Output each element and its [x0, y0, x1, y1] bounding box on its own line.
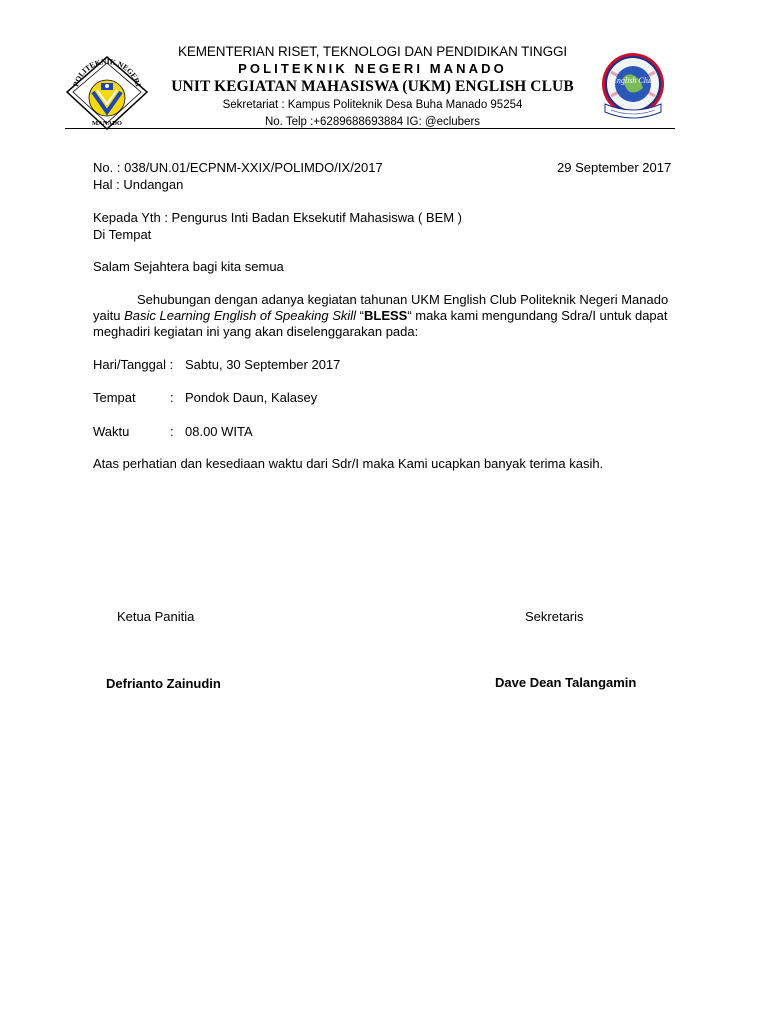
detail-time-label: Waktu [93, 424, 130, 439]
detail-place-label: Tempat [93, 390, 136, 405]
left-signatory-name: Defrianto Zainudin [106, 676, 221, 691]
letterhead [150, 43, 595, 130]
svg-text:English Club: English Club [611, 76, 655, 85]
english-club-logo [597, 50, 669, 124]
body-paragraph [93, 292, 683, 340]
secretariat-address: Sekretariat : Kampus Politeknik Desa Buha Manado 95254 [222, 99, 523, 111]
body-text-2: “ maka kami mengundang Sdra/I untuk dapat meghadiri kegiatan ini yang akan diselenggarakan pada: [93, 308, 668, 339]
detail-time-value: 08.00 WITA [185, 424, 253, 439]
letter-subject: Hal : Undangan [93, 177, 184, 192]
detail-time-colon: : [170, 424, 174, 439]
right-signatory-title: Sekretaris [525, 609, 584, 624]
recipient-place: Di Tempat [93, 227, 152, 242]
institution-name: POLITEKNIK NEGERI MANADO [238, 61, 507, 76]
polimdo-logo [63, 54, 151, 132]
contact-info: No. Telp :+6289688693884 IG: @eclubers [264, 116, 481, 128]
program-name: Basic Learning English of Speaking Skill [124, 308, 357, 323]
left-signatory-title: Ketua Panitia [117, 609, 195, 624]
detail-day-value: Sabtu, 30 September 2017 [185, 357, 341, 372]
svg-text:MANADO: MANADO [92, 120, 122, 127]
detail-day-label: Hari/Tanggal : [93, 357, 174, 372]
program-acronym: BLESS [364, 308, 408, 323]
greeting: Salam Sejahtera bagi kita semua [93, 259, 284, 274]
closing-text: Atas perhatian dan kesediaan waktu dari Sdr/I maka Kami ucapkan banyak terima kasih. [93, 456, 604, 471]
right-signatory-name: Dave Dean Talangamin [495, 675, 637, 690]
detail-place-colon: : [170, 390, 174, 405]
letter-date: 29 September 2017 [557, 160, 672, 175]
ministry-name: KEMENTERIAN RISET, TEKNOLOGI DAN PENDIDIKAN TINGGI [177, 44, 568, 59]
letterhead-divider [65, 128, 675, 129]
body-text-1: Sehubungan dengan adanya kegiatan tahunan UKM English Club Politeknik Negeri Manado yaitu [93, 292, 669, 323]
detail-place-value: Pondok Daun, Kalasey [185, 390, 318, 405]
letter-number: No. : 038/UN.01/ECPNM-XXIX/POLIMDO/IX/2017 [93, 160, 383, 175]
svg-text:POLITEKNIK NEGERI: POLITEKNIK NEGERI [71, 56, 143, 88]
club-name: UNIT KEGIATAN MAHASISWA (UKM) ENGLISH CLUB [171, 78, 574, 95]
recipient: Kepada Yth : Pengurus Inti Badan Eksekutif Mahasiswa ( BEM ) [93, 210, 463, 225]
quote-open: “ [356, 308, 364, 323]
